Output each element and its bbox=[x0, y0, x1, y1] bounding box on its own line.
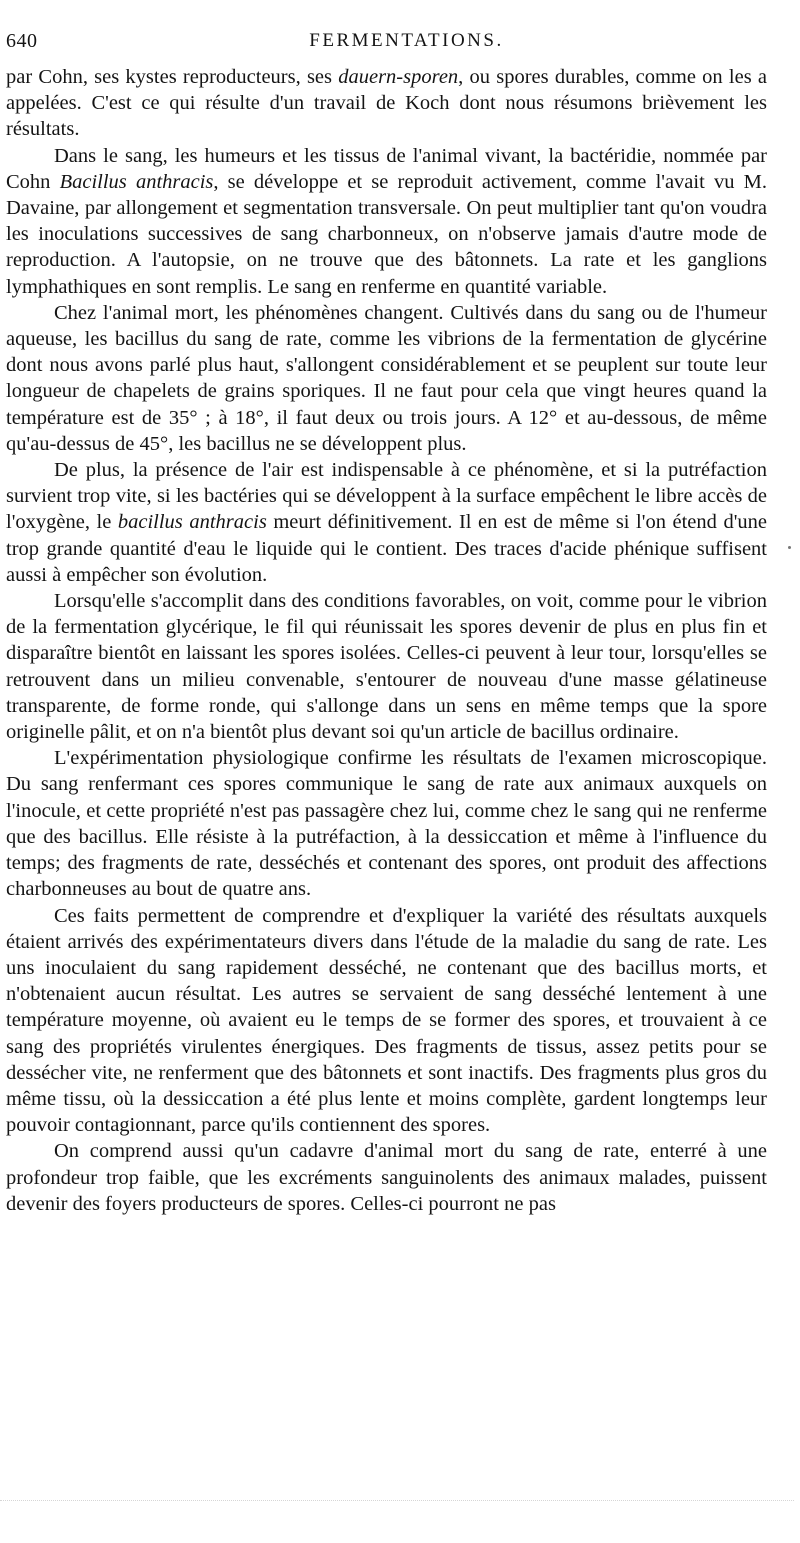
text-span: L'expérimentation physiologique confirme les résultats de l'examen microscopique. Du sang renfermant ces spores communique le sang de rate aux animaux auxquels on l'inocule, et cette propriété n'est pas passagère chez lui, comme chez le sang qui ne renferme que des bacillus. Elle résiste à la putréfaction, à la dessiccation et même à l'influence du temps; des fragments de rate, desséchés et contenant des spores, ont produit des affections charbonneuses au bout de quatre ans. bbox=[6, 747, 767, 901]
text-span: Chez l'animal mort, les phénomènes changent. Cultivés dans du sang ou de l'humeur aqueuse, les bacillus du sang de rate, comme les vibrions de la fermentation de glycérine dont nous avons parlé plus haut, s'allongent considérablement et se peuplent sur toute leur longueur de chapelets de grains sporiques. Il ne faut pour cela que vingt heures quand la température est de 35° ; à 18°, il faut deux ou trois jours. A 12° et au-dessous, de même qu'au-dessus de 45°, les bacillus ne se développent plus. bbox=[6, 301, 767, 455]
text-span: De plus, la présence de l'air est indispensable à ce phénomène, et si la putréfaction survient trop vite, si les bactéries qui se développent à la surface empêchent le libre accès de l'oxygène, le bbox=[6, 459, 767, 534]
page-header bbox=[6, 0, 767, 58]
page-number: 640 bbox=[6, 30, 38, 52]
text-span: , se développe et se reproduit activement, comme l'avait vu M. Davaine, par allongement et segmentation transversale. On peut multiplier tant qu'on voudra les inoculations successives de sang charbonneux, on n'observe jamais d'autre mode de reproduction. A l'autopsie, on ne trouve que des bâtonnets. La rate et les ganglions lymphathiques en sont remplis. Le sang en renferme en quantité variable. bbox=[6, 170, 767, 298]
paragraph bbox=[6, 1138, 767, 1217]
paragraph bbox=[6, 588, 767, 745]
paragraph bbox=[6, 457, 767, 588]
paragraph bbox=[6, 745, 767, 902]
italic-text-span: Bacillus anthracis bbox=[59, 170, 214, 193]
running-title: FERMENTATIONS. bbox=[309, 30, 504, 51]
text-span: par Cohn, ses kystes reproducteurs, ses bbox=[6, 66, 339, 88]
paragraph bbox=[6, 300, 767, 457]
text-span: Dans le sang, les humeurs et les tissus de l'animal vivant, la bactéridie, nommée par Cohn bbox=[6, 144, 767, 193]
body-text bbox=[6, 64, 767, 1217]
text-span: Lorsqu'elle s'accomplit dans des conditions favorables, on voit, comme pour le vibrion de la fermentation glycérique, le fil qui réunissait les spores devenir de plus en plus fin et disparaître bientôt en laissant les spores isolées. Celles-ci peuvent à leur tour, lorsqu'elles se retrouvent dans un milieu convenable, s'entourer de nouveau d'une masse gélatineuse transparente, de forme ronde, qui s'allonge dans un sens en même temps que la spore originelle pâlit, et on n'a bientôt plus devant soi qu'un article de bacillus ordinaire. bbox=[6, 590, 767, 744]
text-span: On comprend aussi qu'un cadavre d'animal mort du sang de rate, enterré à une profondeur trop faible, que les excréments sanguinolents des animaux malades, puissent devenir des foyers producteurs de spores. Celles-ci pourront ne pas bbox=[6, 1140, 767, 1215]
paragraph bbox=[6, 64, 767, 143]
italic-text-span: bacillus anthracis bbox=[117, 511, 267, 534]
text-span: meurt définitivement. Il en est de même si l'on étend d'une trop grande quantité d'eau le liquide qui le contient. Des traces d'acide phénique suffisent aussi à empêcher son évolution. bbox=[6, 511, 767, 586]
paragraph bbox=[6, 143, 767, 300]
italic-text-span: dauern-sporen bbox=[338, 66, 459, 88]
text-span: Ces faits permettent de comprendre et d'expliquer la variété des résultats auxquels étaient arrivés des expérimentateurs divers dans l'étude de la maladie du sang de rate. Les uns inoculaient du sang rapidement desséché, ne contenant que des bacillus morts, et n'obtenaient aucun résultat. Les autres se servaient de sang desséché lentement à une température moyenne, où avaient eu le temps de se former des spores, et trouvaient à ce sang des propriétés virulentes énergiques. Des fragments de tissus, assez petits pour se dessécher vite, ne renferment que des bâtonnets et sont inactifs. Des fragments plus gros du même tissu, où la dessiccation a été plus lente et moins complète, gardent longtemps leur pouvoir contagionnant, parce qu'ils contiennent des spores. bbox=[6, 904, 767, 1137]
paragraph bbox=[6, 903, 767, 1139]
print-speck bbox=[788, 546, 791, 549]
text-span: , ou spores durables, comme on les a appelées. C'est ce qui résulte d'un travail de Koch dont nous résumons brièvement les résultats. bbox=[6, 66, 767, 141]
book-page bbox=[6, 0, 767, 1543]
page-bottom-edge bbox=[0, 1500, 794, 1501]
